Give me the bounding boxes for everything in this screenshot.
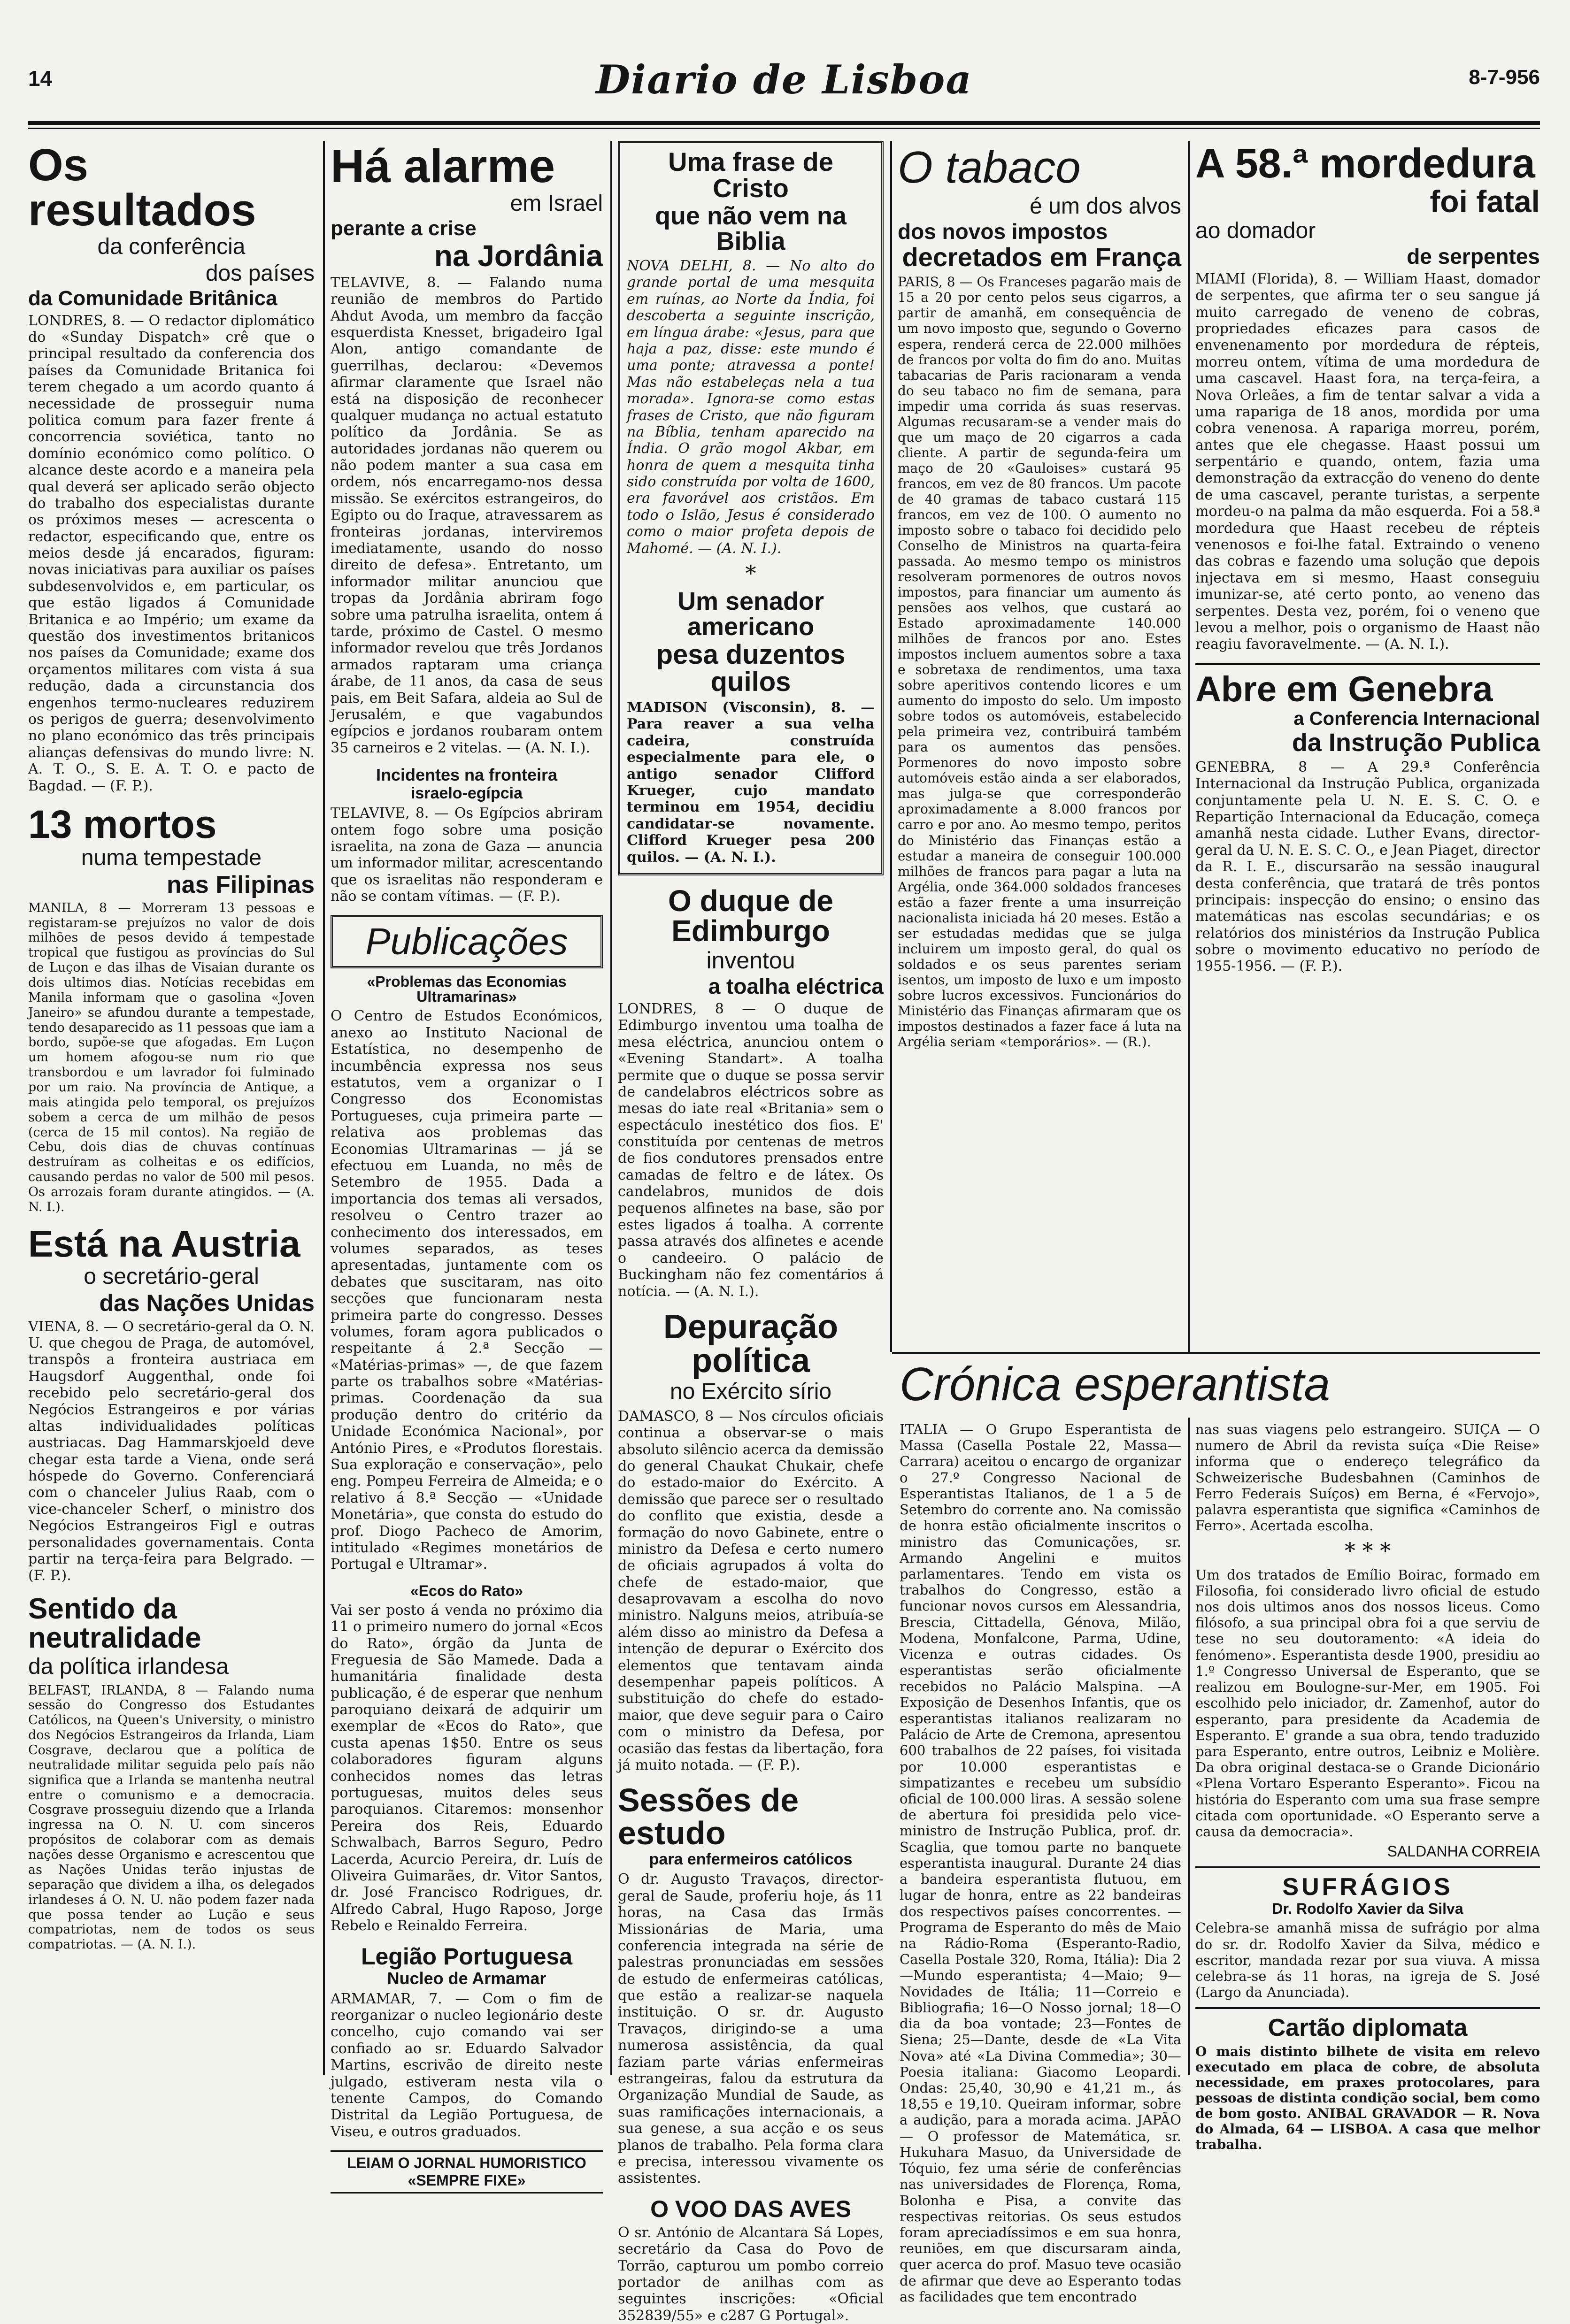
section-rule: [1195, 663, 1540, 665]
column-rule: [1188, 1418, 1190, 2075]
headline: O duque de Edimburgo: [668, 883, 833, 948]
masthead: [28, 56, 1540, 117]
headline: Abre em Genebra: [1195, 669, 1493, 709]
cartao-body: O mais distinto bilhete de visita em relevo executado em placa de cobre, de absoluta necessidade, em praxes protocolares, para pessoas de distinta condição social, bem como de bom gosto. ANIBAL GRAVADOR — R. Nova do Almada, 64 — LISBOA. A casa que melhor trabalha.: [1195, 2043, 1540, 2152]
article-body: MIAMI (Florida), 8. — William Haast, domador de serpentes, que afirma ter o seu sangue já muito carregado de veneno de cobras, propriedades eficazes para casos de envenenamento por mordedura de répteis, morreu ontem, vítima de uma mordedura de uma cascavel. Haast fora, na terça-feira, a Nova Orleães, a fim de tentar salvar a vida a uma rapariga de 18 anos, mordida por uma cobra venenosa. A rapariga morreu, porém, antes que ele chegasse. Haast possui um serpentário e quando, ontem, fazia uma demonstração da extracção do veneno do dente de uma cascavel, perante turistas, a serpente mordeu-o na palma da mão esquerda. Foi a 58.ª mordedura que Haast recebeu de répteis venenosos e foi-lhe fatal. Extraindo o veneno das cobras e fazendo uma solução que depois injectava em si mesmo, Haast conseguiu imunizar-se, até certo ponto, ao veneno das serpentes. Desta vez, porém, foi o veneno que levou a melhor, pois o organismo de Haast não reagiu favoravelmente. — (A. N. I.).: [1195, 270, 1540, 653]
subheadline: da política irlandesa: [28, 1654, 229, 1679]
cronica-top-rule: [892, 1352, 1540, 1354]
subheadline: das Nações Unidas: [99, 1289, 315, 1316]
subheadline: da Instrução Publica: [1292, 728, 1540, 757]
column-rule: [323, 141, 325, 2075]
headline: Está na Austria: [28, 1222, 300, 1265]
sufragios-title: SUFRÁGIOS: [1282, 1873, 1453, 1901]
column-5: [1195, 141, 1540, 1352]
subheadline: pesa duzentos quilos: [656, 639, 846, 698]
subheadline: o secretário-geral: [84, 1264, 259, 1289]
article-body: O Centro de Estudos Económicos, anexo ao Instituto Nacional de Estatística, no desempenho de incumbência expressa nos seus estatutos, vem a organizar o I Congresso dos Economistas Portugueses, cuja primeira parte — relativa aos problemas das Economias Ultramarinas — já se efectuou em Luanda, no mês de Setembro de 1955. Dada a importancia dos temas ali versados, resolveu o Centro trazer ao conhecimento dos interessados, em volumes separados, as teses apresentadas, juntamente com os debates que suscitaram, nas oito secções que funcionaram nesta primeira parte do congresso. Desses volumes, foram agora publicados o respeitante á 2.ª Secção — «Matérias-primas» —, de que fazem parte os trabalhos sobre «Matérias-primas. Coordenação da sua produção dentro do critério da Unidade Económica Nacional», por António Pires, e «Produtos florestais. Sua exploração e conservação», pelo eng. Pompeu Ferreira de Almeida; e o relativo á 8.ª Secção — «Unidade Monetária», que consta do estudo do prof. Diogo Pacheco de Amorim, intitulado «Regimes monetários de Portugal e Ultramar».: [331, 1008, 603, 1573]
newspaper-name: Diario de Lisboa: [596, 56, 972, 103]
article-mordedura: [1195, 140, 1540, 653]
column-rule: [890, 141, 892, 1352]
article-sessoes: [618, 1784, 884, 2186]
subheadline: inventou: [706, 947, 795, 974]
article-body: VIENA, 8. — O secretário-geral da O. N. U. que chegou de Praga, de automóvel, transpôs a fronteira austriaca em Haugsdorf Auggenthal, onde foi recebido pelo secretário-geral dos Negócios Estrangeiros e por várias altas individualidades políticas austriacas. Dag Hammarskjoeld deve chegar esta tarde a Viena, onde será hóspede do Governo. Conferenciará com o chanceler Julius Raab, com o vice-chanceler Scherf, o ministro dos Negócios Estrangeiros Figl e outras personalidades governamentais. Conta partir na terça-feira para Belgrado. — (F. P.).: [28, 1318, 315, 1584]
headline: Sessões de estudo: [618, 1782, 799, 1852]
cronica-author: SALDANHA CORREIA: [1387, 1843, 1540, 1860]
cronica-body: Um dos tratados de Emílio Boirac, formado em Filosofia, foi considerado livro oficial de estudo nos dois ultimos anos dos nossos liceus. Como filósofo, a sua principal obra foi a que serviu de tese no seu doutoramento: «A ideia do fenómeno». Esperantista desde 1900, presidiu ao 1.º Congresso Universal de Esperanto, que se realizou em Boulogne-sur-Mer, em 1905. Foi escolhido pelo iniciador, dr. Zamenhof, autor do esperanto, para presidente da Academia de Esperanto. E' grande a sua obra, tendo traduzido para Esperanto, entre outros, Leibniz e Molière. Da obra original destaca-se o Grande Dicionário «Plena Vortaro Esperanto Esperanto». Ficou na história do Esperanto com uma sua frase sempre citada com oportunidade. «O Esperanto serve a causa da democracia».: [1195, 1566, 1540, 1840]
subheadline: «Problemas das Economias Ultramarinas»: [367, 973, 567, 1005]
article-body: TELAVIVE, 8. — Os Egípcios abriram ontem fogo sobre uma posição israelita, na zona de Gaza — anuncia um informador militar, acrescentando que os israelitas não responderam e não se contam vítimas. — (F. P.).: [331, 805, 603, 905]
headline: Depuração política: [663, 1308, 839, 1380]
page-number: 14: [28, 66, 53, 91]
subheadline: perante a crise: [331, 216, 477, 240]
article-conferencia: [28, 140, 315, 794]
masthead-rule: [28, 121, 1540, 125]
article-body: NOVA DELHI, 8. — No alto do grande portal de uma mesquita em ruínas, ao Norte da Índia, foi descoberta a seguinte inscrição, em língua árabe: «Jesus, para que haja a paz, disse: este mundo é uma ponte; atravessa a ponte! Mas não estabeleças nela a tua morada». Ignora-se como estas frases de Cristo, que não figuram na Bíblia, tenham aparecido na Índia. O grão mogol Akbar, em honra de quem a mesquita tinha sido construída por volta de 1600, era favorável aos cristãos. Em todo o Islão, Jesus é considerado como o maior profeta depois de Mahomé. — (A. N. I.).: [627, 258, 875, 557]
article-voo-das-aves: [618, 2197, 884, 2324]
subheadline: que não vem na Biblia: [654, 202, 847, 255]
article-ecos-do-rato: [331, 1583, 603, 1934]
article-filipinas: [28, 802, 315, 1215]
section-rule: [1195, 2007, 1540, 2009]
headline: 13 mortos: [28, 802, 217, 846]
subheadline: foi fatal: [1430, 184, 1540, 219]
headline: Um senador americano: [677, 587, 824, 641]
article-body: BELFAST, IRLANDA, 8 — Falando numa sessão do Congresso dos Estudantes Católicos, na Queen's University, o ministro dos Negócios Estrangeiros da Irlanda, Liam Cosgrave, declarou que a política de neutralidade militar seguida pelo país não significa que a Irlanda se mantenha neutral entre o comunismo e a democracia. Cosgrave prosseguiu dizendo que a Irlanda ingressa na O. N. U. com sinceros propósitos de colaborar com as demais nações desse Organismo e acrescentou que as Nações Unidas terão injustas de separação que dividem a ilha, os delegados irlandeses á O. N. U. não podem fazer nada que possa tender ao Lução e seus compatriotas, nem de todos os seus compatriotas. — (A. N. I.).: [28, 1683, 315, 1952]
subheadline: a Conferencia Internacional: [1293, 708, 1540, 729]
article-body: TELAVIVE, 8. — Falando numa reunião de membros do Partido Ahdut Avoda, um membro da facção esquerdista Knesset, brigadeiro Igal Alon, antigo comandante de guerrilhas, declarou: «Devemos afirmar claramente que Israel não está na disposição de reconhecer qualquer mudança no actual estatuto político da Jordânia. Se as autoridades jordanas não querem ou não podem manter a sua casa em ordem, nós encarregamo-nos dessa missão. Se exércitos estrangeiros, do Egipto ou do Iraque, atravessarem as fronteiras jordanas, interviremos imediatamente, usando do nosso direito de defesa». Entretanto, um informador militar anunciou que tropas da Jordânia abriram fogo sobre uma patrulha israelita, ontem á tarde, próximo de Castel. O mesmo informador revelou que três Jordanos armados raptaram uma criança árabe, de 11 anos, da casa de seus pais, em Beit Safara, aldeia ao Sul de Jerusalém, e que vagabundos egípcios e jordanos roubaram ontem 35 carneiros e 2 vitelas. — (A. N. I.).: [331, 274, 603, 756]
subheadline: no Exército sírio: [670, 1379, 832, 1404]
article-body: GENEBRA, 8 — A 29.ª Conferência Internacional da Instrução Publica, organizada conjuntamente pela U. N. E. S. C. O. e Repartição Internacional da Educação, começa amanhã nesta cidade. Luther Evans, director-geral da U. N. E. S. C. O., e Jean Piaget, director da R. I. E., discursarão na sessão inaugural desta conferência, que tratará de três pontos principais: inspecção do ensino; o ensino das matemáticas nas escolas secundárias; e os relatórios dos ministérios da Instrução Publica sobre o movimento educativo no período de 1955-1956. — (F. P.).: [1195, 759, 1540, 975]
cronica-body: nas suas viagens pelo estrangeiro. SUIÇA — O numero de Abril da revista suíça «Die Reise» informa que o endereço telegráfico da Schweizerische Budesbahnen (Caminhos de Ferro Federais Suíços) em Berna, é «Fervojo», palavra esperantista que significa «Caminhos de Ferro». Acertada escolha.: [1195, 1421, 1540, 1534]
article-legiao: [331, 1945, 603, 2140]
section-rule: [1195, 1866, 1540, 1868]
subheadline: numa tempestade: [81, 845, 262, 870]
headline: O VOO DAS AVES: [650, 2195, 851, 2222]
article-cristo: [618, 141, 884, 875]
subheadline: decretados em França: [902, 242, 1181, 272]
article-body: LONDRES, 8. — O redactor diplomático do «Sunday Dispatch» crê que o principal resultado da conferencia dos países da Comunidade Britanica foi terem chegado a um acordo quanto á necessidade de prosseguir numa politica comum para fazer frente á concorrencia soviética, tanto no domínio económico como político. O alcance deste acordo e a maneira pela qual deverá ser aplicado serão objecto do trabalho dos especialistas durante os próximos meses — acrescenta o redactor, especificando que, entre os meios desde já encarados, figuram: novas iniciativas para auxiliar os países subdesenvolvidos e, em particular, os que estão ligados á Comunidade Britanica e ao Império; um exame da questão dos investimentos britanicos nos países da Comunidade; exame dos orçamentos militares com vista á sua redução, dada a circunstancia dos engenhos termo-nucleares reduzirem os perigos de guerra; desenvolvimento no plano económico das três principais alianças defensivas do mundo livre: N. A. T. O., S. E. A. T. O. e pacto de Bagdad. — (F. P.).: [28, 312, 315, 794]
article-body: O sr. António de Alcantara Sá Lopes, secretário da Casa do Povo de Torrão, capturou um pombo correio portador de anilhas com as seguintes inscrições: «Oficial 352839/55» e c287 G Portugal».: [618, 2224, 884, 2324]
column-rule: [610, 141, 612, 2075]
headline: Sentido da neutralidade: [28, 1592, 201, 1654]
column-1: [28, 141, 315, 2075]
article-israel: [331, 140, 603, 756]
article-publicacoes: [331, 915, 603, 1572]
headline: Os resultados: [28, 140, 256, 235]
issue-date: 8-7-956: [1469, 66, 1540, 89]
article-body: LONDRES, 8 — O duque de Edimburgo inventou uma toalha de mesa eléctrica, anunciou ontem o «Evening Standart». A toalha permite que o duque se possa servir de candelabros eléctricos sobre as mesas do iate real «Britania» sem o espectáculo inestético dos fios. E' constituída por centenas de metros de fios condutores prensados entre camadas de feltro e de látex. Os candelabros, munidos de dois pequenos alfinetes na base, são por estes ligados á toalha. A corrente passa através dos alfinetes e acende o candeeiro. O palácio de Buckingham não fez comentários á notícia. — (A. N. I.).: [618, 1000, 884, 1300]
subheadline: de serpentes: [1407, 244, 1540, 268]
headline: Uma frase de Cristo: [668, 147, 833, 203]
footer-advert: LEIAM O JORNAL HUMORISTICO «SEMPRE FIXE»: [331, 2150, 603, 2194]
subheadline: Nucleo de Armamar: [387, 1968, 546, 1988]
masthead-rule-thin: [28, 128, 1540, 129]
article-body: O dr. Augusto Travaços, director-geral de Saude, proferiu hoje, ás 11 horas, na Casa das Irmãs Missionárias de Maria, uma conferencia integrada na série de palestras pronunciadas em sessões de estudo de enfermeiras católicas, que estão a realizar-se naquela instituição. O sr. dr. Augusto Travaços, dirigindo-se a uma numerosa assistência, da qual faziam parte várias enfermeiras estrangeiras, falou da estrutura da Organização Mundial de Saude, as suas ramificações internacionais, a sua genese, a sua acção e os seus planos de trabalho. Pela forma clara e precisa, interessou vivamente os assistentes.: [618, 1871, 884, 2187]
subheadline: da Comunidade Britânica: [28, 286, 277, 310]
article-body: MANILA, 8 — Morreram 13 pessoas e registaram-se prejuízos no valor de dois milhões de pesos devido á tempestade tropical que fustigou as províncias do Sul de Luçon e das ilhas de Visaian durante os dois ultimos dias. Notícias recebidas em Manila informam que o gasolina «Joven Janeiro» se afundou durante a tempestade, tendo desaparecido as 11 pessoas que iam a bordo, supõe-se que afogadas. Em Luçon um homem afogou-se num rio que transbordou e um lavrador foi fulminado por um raio. Na província de Antique, a mais atingida pelo temporal, os prejuízos sobem a cerca de um milhão de pesos (cerca de 15 mil contos). Na região de Cebu, dois dias de chuvas contínuas destruíram as colheitas e os edifícios, causando perdas no valor de 500 mil pesos. Os arrozais foram durante atingidos. — (A. N. I.).: [28, 900, 315, 1214]
headline: O tabaco: [898, 142, 1081, 192]
subheadline: é um dos alvos: [1030, 193, 1181, 219]
sufragios-subtitle: Dr. Rodolfo Xavier da Silva: [1272, 1900, 1463, 1917]
cronica-col-right: [1195, 1418, 1540, 2152]
subheadline: a toalha eléctrica: [708, 974, 884, 998]
cronica-body: ITALIA — O Grupo Esperantista de Massa (Casella Postale 22, Massa—Carrara) aceitou o encargo de organizar o 27.º Congresso Nacional de Esperantistas Italianos, de 1 a 5 de Setembro do corrente ano. Na comissão de honra estão oficialmente inscritos o ministro das Comunicações, sr. Armando Angelini e muitos parlamentares. Tendo em vista os trabalhos do Congresso, estão a funcionar novos cursos em Alessandria, Brescia, Cittadella, Génova, Milão, Modena, Monfalcone, Parma, Udine, Vicenza e outras cidades. Os esperantistas serão oficialmente recebidos no Palácio Malspina. —A Exposição de Desenhos Infantis, que os esperantistas italianos realizaram no Palácio de Arte de Cremona, apresentou 600 trabalhos de 22 países, foi visitada por 10.000 esperantistas e simpatizantes e recebeu um subsídio oficial de 100.000 liras. A sessão solene de abertura foi presidida pelo vice-ministro de Instrução Publica, prof. dr. Scaglia, que tomou parte no banquete esperantista inaugural. Durante 24 dias a bandeira esperantista flutuou, em lugar de honra, entre as 22 bandeiras dos respectivos países concorrentes. —Programa de Esperanto do mês de Maio na Rádio-Roma (Esperanto-Radio, Casella Postale 320, Roma, Itália): Dia 2—Mundo esperantista; 4—Maio; 9—Novidades de Itália; 11—Correio e Bibliografia; 16—O Nosso jornal; 18—O dia da boa vontade; 23—Fontes de Siena; 25—Dante, desde de «La Vita Nova» até «La Divina Commedia»; 30—Poesia italiana: Giacomo Leopardi. Ondas: 25,40, 30,90 e 41,21 m., ás 18,55 e 19,10. Queiram informar, sobre a audição, para a morada acima. JAPÃO — O professor de Matemática, sr. Hukuhara Masuo, da Universidade de Tóquio, fez uma série de conferências nas universidades de Florença, Roma, Bolonha e Pisa, a convite das respectivas reitorias. Os seus estudos foram apreciadíssimos e em sua honra, reuniões, em que discursaram ainda, quer acerca do prof. Masuo teve ocasião de afirmar que deve ao Esperanto todas as facilidades que tem encontrado: [900, 1421, 1181, 2305]
article-austria: [28, 1222, 315, 1584]
column-4: [898, 141, 1181, 1352]
sufragios-body: Celebra-se amanhã missa de sufrágio por alma do sr. dr. Rodolfo Xavier da Silva, médico e escritor, mandada rezar por sua viuva. A missa celebra-se ás 11 horas, na igreja de S. José (Largo da Anunciada).: [1195, 1920, 1540, 2001]
article-genebra: [1195, 669, 1540, 975]
subheadline: ao domador: [1195, 218, 1316, 243]
subheadline: para enfermeiros católicos: [649, 1850, 853, 1869]
cronica-section: [900, 1357, 1540, 1412]
headline: Há alarme: [331, 140, 555, 192]
section-heading: Publicações: [331, 915, 603, 968]
subheadline: «Ecos do Rato»: [410, 1582, 523, 1599]
subheadline: na Jordânia: [434, 238, 603, 273]
headline: A 58.ª mordedura: [1195, 140, 1535, 186]
article-body: MADISON (Visconsin), 8. — Para reaver a sua velha cadeira, construída especialmente para ele, o antigo senador Clifford Krueger, cujo mandato terminou em 1954, decidiu candidatar-se novamente. Clifford Krueger pesa 200 quilos. — (A. N. I.).: [627, 699, 875, 866]
article-fronteira: [331, 767, 603, 905]
separator-stars: * * *: [1344, 1537, 1391, 1563]
cartao-title: Cartão diplomata: [1268, 2014, 1468, 2041]
article-irlanda: [28, 1592, 315, 1952]
article-edimburgo: [618, 883, 884, 1300]
cronica-col-left: [900, 1418, 1181, 2305]
cronica-title: Crónica esperantista: [900, 1358, 1331, 1411]
article-body: Vai ser posto á venda no próximo dia 11 o primeiro numero do jornal «Ecos do Rato», órgão da Junta de Freguesia de São Mamede. Dada a humanitária finalidade desta publicação, é de esperar que nenhum paroquiano deixará de adquirir um exemplar de «Ecos do Rato», que custa apenas 1$50. Entre os seus colaboradores figuram alguns conhecidos nomes das letras portuguesas, muitos deles seus paroquianos. Citaremos: monsenhor Pereira dos Reis, Eduardo Schwalbach, Barros Seguro, Pedro Lacerda, Acurcio Pereira, dr. Luís de Oliveira Guimarães, dr. Vitor Santos, dr. José Francisco Rodrigues, dr. Alfredo Cabral, Hugo Raposo, Jorge Rebelo e Reinaldo Ferreira.: [331, 1602, 603, 1934]
subheadline: israelo-egípcia: [410, 784, 523, 803]
column-rule: [1188, 141, 1190, 1352]
headline: Incidentes na fronteira: [376, 765, 558, 785]
column-2: [331, 140, 603, 2189]
article-body: ARMAMAR, 7. — Com o fim de reorganizar o nucleo legionário deste concelho, cujo comando vai ser confiado ao sr. Eduardo Salvador Martins, escrivão de direito neste julgado, estiveram nesta vila o tenente Campos, do Comando Distrital da Legião Portuguesa, de Viseu, e outros graduados.: [331, 1990, 603, 2140]
article-siria: [618, 1310, 884, 1773]
article-tabaco: [898, 143, 1181, 1050]
article-body: DAMASCO, 8 — Nos círculos oficiais continua a observar-se o mais absoluto silêncio acerca da demissão do general Chaukat Chukair, chefe do estado-maior do Exército. A demissão que parece ser o resultado do conflito que existia, desde a formação do novo Gabinete, entre o ministro da Defesa e certo numero de oficiais agrupados á volta do chefe de estado-maior, que desaprovavam a escolha do novo ministro. Nalguns meios, atribuía-se além disso ao ministro da Defesa a intenção de depurar o Exército dos elementos que tentavam ainda desempenhar papeis políticos. A substituição do chefe do estado-maior, que deve seguir para o Cairo com o ministro da Defesa, por ocasião das festas da libertação, fora já muito notada. — (F. P.).: [618, 1408, 884, 1773]
subheadline: dos novos impostos: [898, 219, 1108, 244]
subheadline: dos países: [205, 261, 315, 286]
column-3: [618, 141, 884, 2324]
subheadline: em Israel: [510, 191, 603, 216]
subheadline: nas Filipinas: [167, 871, 315, 898]
article-body: PARIS, 8 — Os Franceses pagarão mais de 15 a 20 por cento pelos seus cigarros, a partir de amanhã, em consequência de um novo imposto que, segundo o Governo espera, renderá cerca de 22.000 milhões de francos por volta do fim do ano. Muitas tabacarias de Paris racionaram a venda do seu tabaco no fim de semana, para impedir uma corrida ás suas reservas. Algumas recusaram-se a vender mais do que um maço de 20 cigarros a cada cliente. A partir de segunda-feira um maço de 20 «Gauloises» custará 95 francos, em vez de 80 francos. Um pacote de 40 gramas de tabaco custará 115 francos, em vez de 100. O aumento no imposto sobre o tabaco foi decidido pelo Conselho de Ministros na quarta-feira passada. Ao mesmo tempo os ministros resolveram pormenores de outros novos impostos, para financiar um aumento ás pensões aos velhos, que custará ao Estado aproximadamente 140.000 milhões de francos por ano. Estes impostos incluem aumentos sobre a taxa e sobretaxa de rendimentos, uma taxa sobre aperitivos contendo licores e um aumento do imposto do selo. Um imposto sobre todos os automóveis, estabelecido pela primeira vez, contribuirá também para os aumentos das pensões. Pormenores do novo imposto sobre automóveis estão ainda a ser elaborados, mas julga-se que corresponderão aproximadamente a 8.000 francos por carro e por ano. Ao mesmo tempo, peritos do Ministério das Finanças estão a estudar a maneira de conseguir 100.000 milhões de francos para pagar a luta na Argélia, onde 364.000 soldados franceses estão a fazer frente a uma insurreição nacionalista iniciada há 20 meses. Estão a ser estudadas medidas que se julga incluirem um imposto geral, do qual os soldados e os seus parentes seriam isentos, um imposto de luxo e um imposto sobre lucros excessivos. Funcionários do Ministério das Finanças afirmaram que os impostos destinados a fazer face á luta na Argélia seriam «temporários». — (R.).: [898, 274, 1181, 1050]
headline: Legião Portuguesa: [361, 1943, 573, 1970]
separator-asterisk: *: [745, 560, 756, 586]
subheadline: da conferência: [97, 234, 246, 259]
